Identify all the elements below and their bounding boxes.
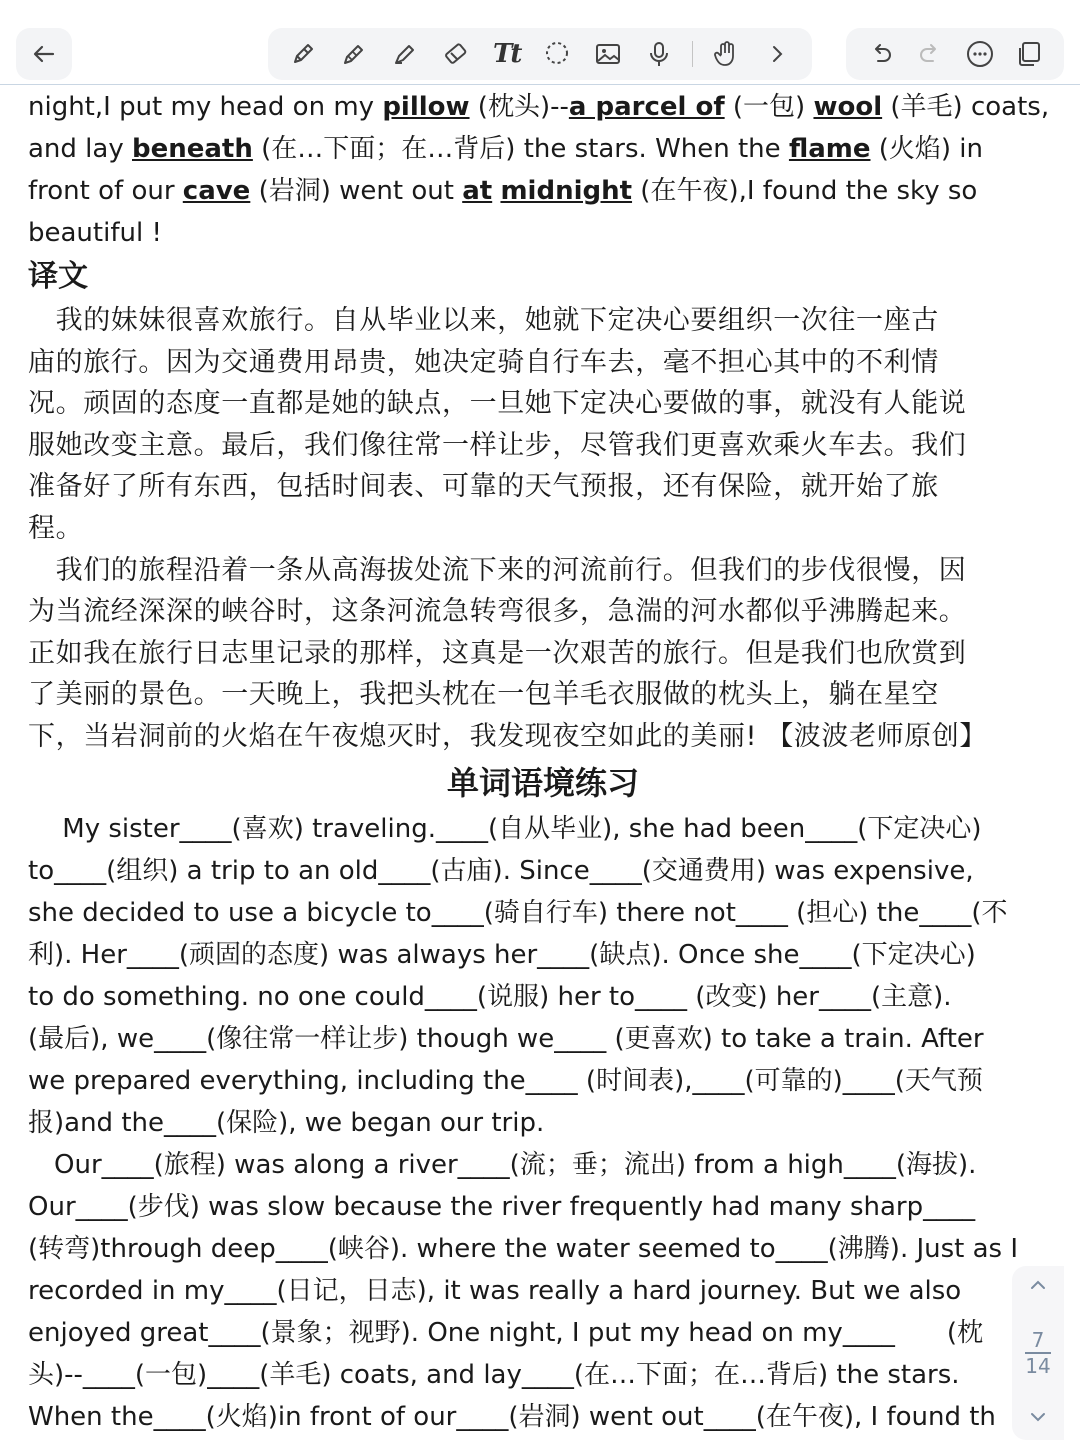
microphone-icon[interactable] bbox=[641, 36, 677, 72]
page-down-button[interactable] bbox=[1027, 1406, 1049, 1432]
page-navigator bbox=[1012, 1266, 1064, 1440]
exercise-heading: 单词语境练习 bbox=[446, 763, 639, 802]
exercise-line: When the____(火焰)in front of our____(岩洞) went out____(在午夜), I found th bbox=[28, 1401, 996, 1432]
chevron-down-icon bbox=[1027, 1406, 1049, 1428]
keyword: wool bbox=[813, 92, 883, 122]
exercise-line: she decided to use a bicycle to____(骑自行车) there not____ (担心) the____(不 bbox=[28, 897, 1008, 928]
exercise-line: (转弯)through deep____(峡谷). where the water seemed to____(沸腾). Just as I bbox=[28, 1233, 1019, 1264]
translation-line: 程。 bbox=[28, 512, 84, 544]
redo-icon[interactable] bbox=[912, 36, 948, 72]
exercise-line: My sister____(喜欢) traveling.____(自从毕业), she had been____(下定决心) bbox=[28, 813, 982, 844]
exercise-line: to____(组织) a trip to an old____(古庙). Since____(交通费用) was expensive, bbox=[28, 855, 974, 886]
translation-line: 服她改变主意。最后，我们像往常一样让步，尽管我们更喜欢乘火车去。我们 bbox=[28, 429, 967, 461]
translation-line: 我们的旅程沿着一条从高海拔处流下来的河流前行。但我们的步伐很慢，因 bbox=[28, 554, 967, 586]
text-tool-icon[interactable]: Tt bbox=[492, 39, 521, 69]
exercise-line: 利). Her____(顽固的态度) was always her____(缺点). Once she____(下定决心) bbox=[28, 939, 976, 970]
translation-body bbox=[28, 300, 1058, 758]
exercise-line: 头)--____(一包)____(羊毛) coats, and lay____(在…下面；在…背后) the stars. bbox=[28, 1359, 960, 1390]
more-icon[interactable] bbox=[962, 36, 998, 72]
keyword: flame bbox=[788, 134, 871, 164]
history-actions bbox=[846, 28, 1064, 80]
undo-icon[interactable] bbox=[863, 36, 899, 72]
current-page: 7 bbox=[1031, 1328, 1045, 1352]
exercise-line: 报)and the____(保险), we began our trip. bbox=[28, 1107, 545, 1138]
back-arrow-icon bbox=[26, 36, 62, 72]
pencil-icon[interactable] bbox=[336, 36, 372, 72]
exercise-line: recorded in my____(日记，日志), it was really a hard journey. But we also bbox=[28, 1275, 962, 1306]
keyword: cave bbox=[182, 176, 251, 206]
image-icon[interactable] bbox=[590, 36, 626, 72]
toolbar bbox=[0, 0, 1080, 85]
translation-line: 正如我在旅行日志里记录的那样，这真是一次艰苦的旅行。但是我们也欣赏到 bbox=[28, 637, 967, 669]
passage-line: front of our cave (岩洞) went out at midnight (在午夜),I found the sky so bbox=[28, 176, 978, 206]
hand-icon[interactable] bbox=[708, 36, 744, 72]
translation-line: 准备好了所有东西，包括时间表、可靠的天气预报，还有保险，就开始了旅 bbox=[28, 471, 939, 503]
keyword: beneath bbox=[132, 134, 253, 164]
translation-line: 庙的旅行。因为交通费用昂贵，她决定骑自行车去，毫不担心其中的不利情 bbox=[28, 346, 939, 378]
chevron-up-icon bbox=[1027, 1274, 1049, 1296]
translation-line: 我的妹妹很喜欢旅行。自从毕业以来，她就下定决心要组织一次往一座古 bbox=[28, 305, 939, 336]
back-button[interactable] bbox=[16, 28, 72, 80]
keyword: a parcel of bbox=[568, 92, 725, 122]
drawing-tools bbox=[268, 28, 812, 80]
exercise-line: we prepared everything, including the____ (时间表),____(可靠的)____(天气预 bbox=[28, 1065, 983, 1096]
pages-icon[interactable] bbox=[1011, 36, 1047, 72]
translation-line: 了美丽的景色。一天晚上，我把头枕在一包羊毛衣服做的枕头上，躺在星空 bbox=[28, 679, 939, 711]
exercise-line: Our____(旅程) was along a river____(流；垂；流出) from a high____(海拔). bbox=[28, 1149, 977, 1180]
translation-heading: 译文 bbox=[28, 259, 88, 294]
chevron-right-icon[interactable] bbox=[759, 36, 795, 72]
toolbar-separator bbox=[692, 41, 693, 67]
eraser-icon[interactable] bbox=[438, 36, 474, 72]
translation-line: 况。顽固的态度一直都是她的缺点，一旦她下定决心要做的事，就没有人能说 bbox=[28, 388, 967, 420]
keyword: at bbox=[462, 176, 493, 206]
page-up-button[interactable] bbox=[1027, 1274, 1049, 1300]
exercise-line: enjoyed great____(景象；视野). One night, I put my head on my____ (枕 bbox=[28, 1317, 983, 1348]
total-pages: 14 bbox=[1025, 1354, 1051, 1378]
translation-line: 为当流经深深的峡谷时，这条河流急转弯很多，急湍的河水都似乎沸腾起来。 bbox=[28, 596, 967, 628]
lasso-icon[interactable] bbox=[539, 36, 575, 72]
exercise-line: (最后), we____(像往常一样让步) though we____ (更喜欢) to take a train. After bbox=[28, 1023, 984, 1054]
exercise-body bbox=[28, 808, 1058, 1438]
highlighter-icon[interactable] bbox=[387, 36, 423, 72]
keyword: pillow bbox=[382, 92, 470, 122]
passage-line: and lay beneath (在…下面；在…背后) the stars. When the flame (火焰) in bbox=[28, 134, 984, 164]
translation-line: 下，当岩洞前的火焰在午夜熄灭时，我发现夜空如此的美丽! 【波波老师原创】 bbox=[28, 720, 988, 752]
keyword: midnight bbox=[500, 176, 633, 206]
pen-icon[interactable] bbox=[285, 36, 321, 72]
passage-line: night,I put my head on my pillow (枕头)--a parcel of (一包) wool (羊毛) coats, bbox=[28, 92, 1050, 122]
exercise-line: Our____(步伐) was slow because the river frequently had many sharp____ bbox=[28, 1191, 976, 1222]
exercise-line: to do something. no one could____(说服) her to____ (改变) her____(主意). bbox=[28, 981, 952, 1012]
document-page bbox=[28, 86, 1058, 1438]
passage-line: beautiful ! bbox=[28, 218, 162, 248]
